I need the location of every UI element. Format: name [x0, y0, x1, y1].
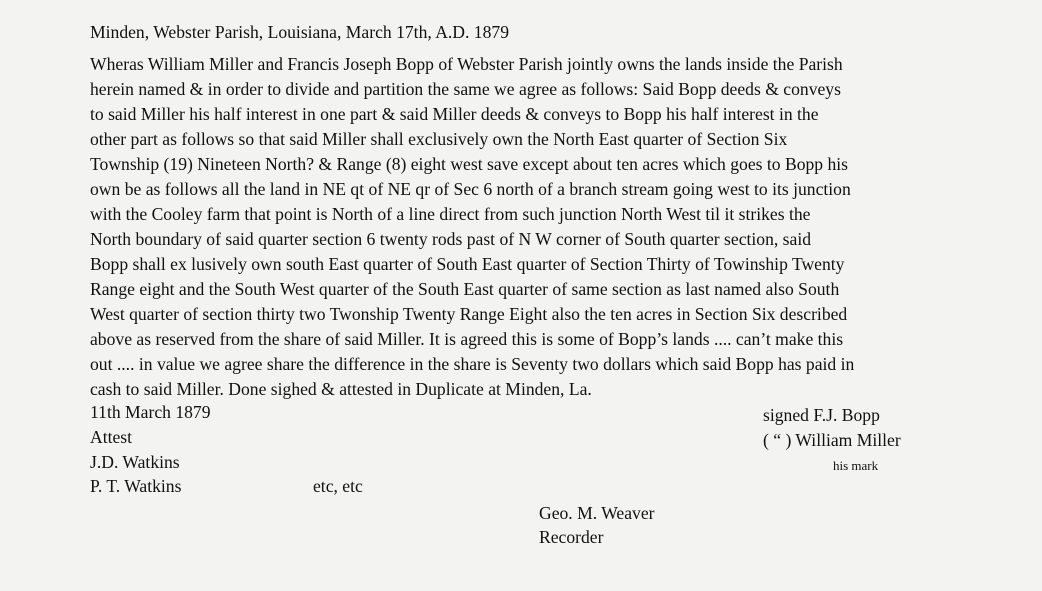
- body-line: Range eight and the South West quarter of the South East quarter of same section as last named also South: [90, 279, 840, 299]
- body-line: Wheras William Miller and Francis Joseph Bopp of Webster Parish jointly owns the lands inside the Parish: [90, 54, 843, 74]
- recorder-title: Recorder: [539, 527, 604, 547]
- body-line: Township (19) Nineteen North? & Range (8) eight west save except about ten acres which goes to Bopp his: [90, 154, 849, 174]
- body-line: West quarter of section thirty two Twonship Twenty Range Eight also the ten acres in Section Six described: [90, 304, 848, 324]
- witness-name: P. T. Watkins: [90, 476, 182, 496]
- attest-label: Attest: [90, 427, 133, 447]
- signature-miller: ( “ ) William Miller: [763, 430, 901, 450]
- body-line: cash to said Miller. Done sighed & attested in Duplicate at Minden, La.: [90, 379, 592, 399]
- signature-bopp: signed F.J. Bopp: [763, 405, 880, 425]
- body-line: to said Miller his half interest in one part & said Miller deeds & conveys to Bopp his half interest in the: [90, 104, 819, 124]
- body-line: Bopp shall ex lusively own south East quarter of South East quarter of Section Thirty of Towinship Twenty: [90, 254, 845, 274]
- body-line: North boundary of said quarter section 6 twenty rods past of N W corner of South quarter section, said: [90, 229, 812, 249]
- recorder-name: Geo. M. Weaver: [539, 503, 655, 523]
- etc-text: etc, etc: [313, 476, 363, 496]
- body-line: own be as follows all the land in NE qt of NE qr of Sec 6 north of a branch stream going west to its junction: [90, 179, 851, 199]
- his-mark-note: his mark: [833, 458, 879, 473]
- document-heading: Minden, Webster Parish, Louisiana, March 17th, A.D. 1879: [90, 22, 509, 42]
- date-line: 11th March 1879: [90, 402, 211, 422]
- witness-name: J.D. Watkins: [90, 452, 180, 472]
- body-line: above as reserved from the share of said Miller. It is agreed this is some of Bopp’s lands .... can’t make this: [90, 329, 844, 349]
- body-line: other part as follows so that said Miller shall exclusively own the North East quarter of Section Six: [90, 129, 788, 149]
- body-line: herein named & in order to divide and partition the same we agree as follows: Said Bopp deeds & conveys: [90, 79, 841, 99]
- body-line: out .... in value we agree share the difference in the share is Seventy two dollars which said Bopp has paid in: [90, 354, 855, 374]
- body-line: with the Cooley farm that point is North of a line direct from such junction North West til it strikes the: [90, 204, 811, 224]
